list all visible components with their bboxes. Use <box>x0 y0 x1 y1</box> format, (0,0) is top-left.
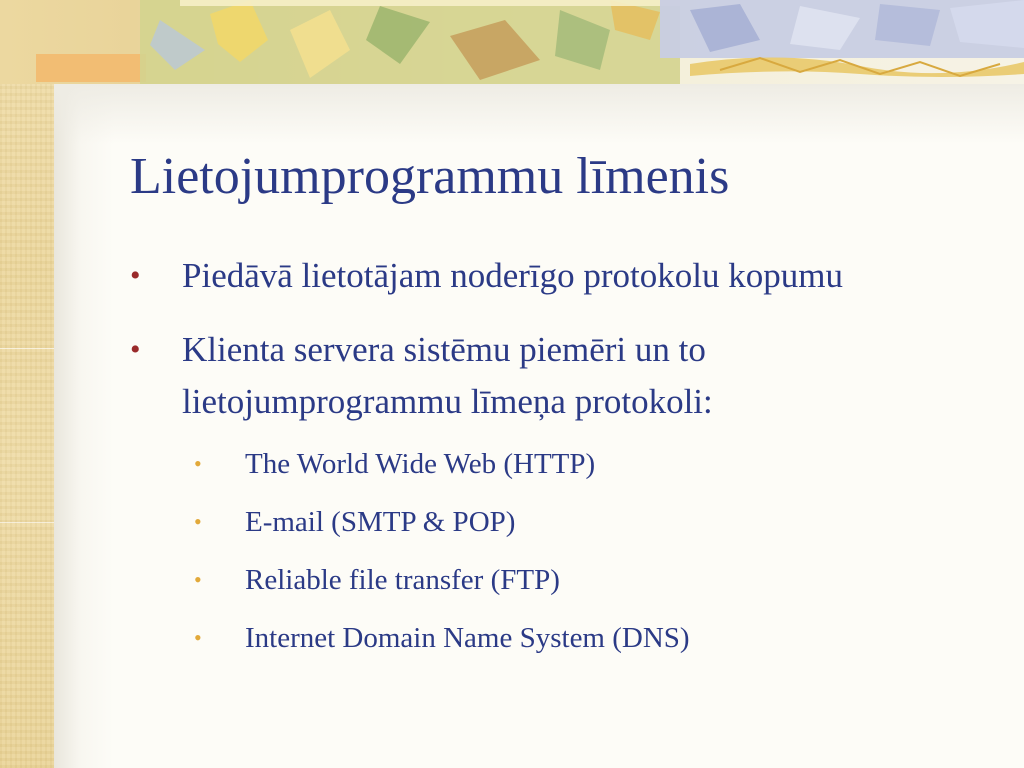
bullet-item <box>130 250 990 302</box>
sub-bullet-text: The World Wide Web (HTTP) <box>245 448 596 480</box>
sub-bullet-marker: • <box>194 451 202 476</box>
sub-bullet-marker: • <box>194 625 202 650</box>
parchment-side-strip <box>0 0 54 768</box>
decorative-banner <box>0 0 1024 84</box>
bullet-text: Klienta servera sistēmu piemēri un to lietojumprogrammu līmeņa protokoli: <box>182 330 713 421</box>
sub-bullet-item <box>130 444 990 502</box>
slide-content <box>130 250 990 676</box>
bullet-item <box>130 324 990 428</box>
bullet-marker: • <box>130 259 141 292</box>
slide-title: Lietojumprogrammu līmenis <box>130 148 730 205</box>
sub-bullet-item <box>130 560 990 618</box>
bullet-text: Piedāvā lietotājam noderīgo protokolu kopumu <box>182 256 843 295</box>
sub-bullet-item <box>130 618 990 676</box>
sub-bullet-list <box>130 444 990 676</box>
shadow-top <box>54 84 1024 144</box>
bullet-marker: • <box>130 333 141 366</box>
shadow-left <box>54 84 114 768</box>
leaf-collage-art <box>0 0 1024 84</box>
sub-bullet-marker: • <box>194 509 202 534</box>
sub-bullet-item <box>130 502 990 560</box>
sub-bullet-marker: • <box>194 567 202 592</box>
sub-bullet-text: Reliable file transfer (FTP) <box>245 564 560 596</box>
sub-bullet-text: E-mail (SMTP & POP) <box>245 506 516 538</box>
sub-bullet-text: Internet Domain Name System (DNS) <box>245 622 690 654</box>
